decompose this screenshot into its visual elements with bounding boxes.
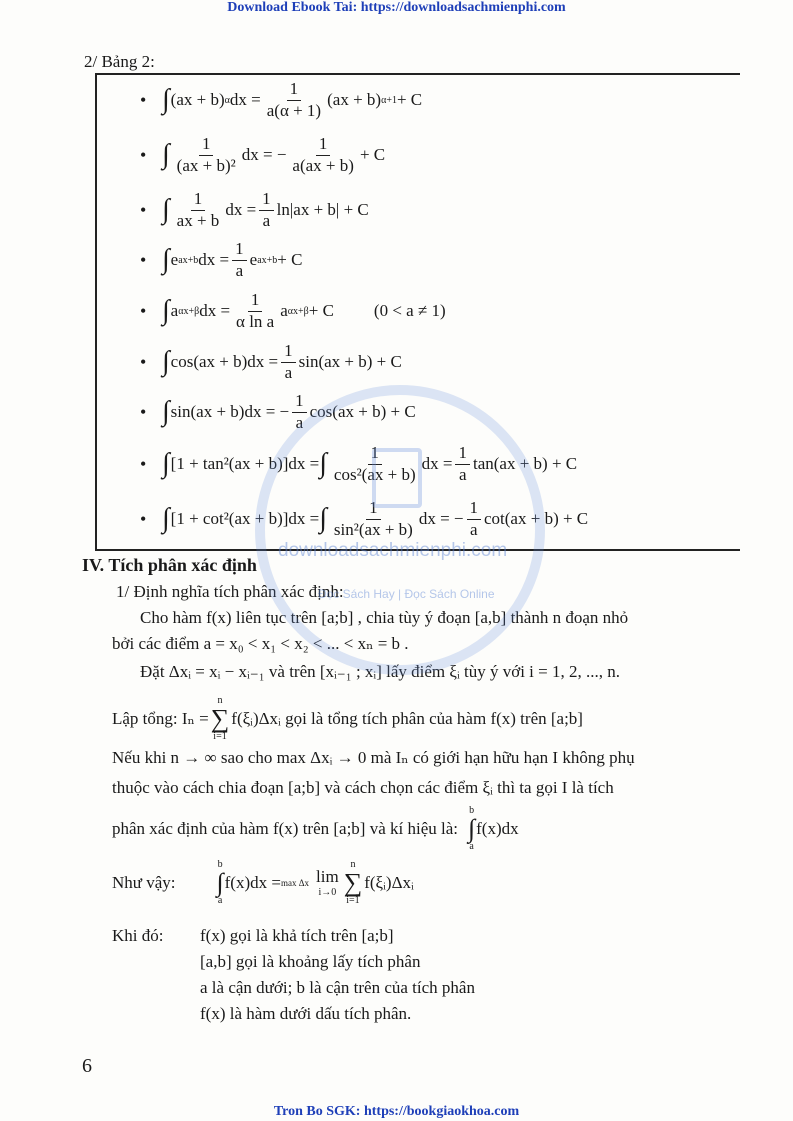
formula-3 [140, 188, 369, 232]
formula-2 [140, 133, 385, 177]
f2-tail: + C [359, 145, 386, 164]
definite-integral-sign [217, 860, 224, 906]
f9-tail: cot(ax + b) + C [484, 509, 589, 528]
f6-fraction [281, 341, 296, 383]
sum-bottom: i=1 [346, 895, 360, 906]
f1-den: a(α + 1) [266, 100, 322, 120]
bullet: • [140, 453, 147, 474]
definition-heading: 1/ Định nghĩa tích phân xác định: [116, 582, 344, 601]
f7-den: a [295, 412, 304, 432]
integral-upper: b [217, 859, 223, 870]
f7-fraction [292, 391, 307, 433]
lim-word: lim [316, 867, 339, 887]
f5-den: α ln a [236, 311, 275, 331]
f7-tail: cos(ax + b) + C [309, 402, 416, 421]
f8-tail: tan(ax + b) + C [472, 454, 578, 473]
bullet: • [140, 351, 147, 372]
f4-lhs: e [170, 250, 179, 269]
paragraph-1-line-1: Cho hàm f(x) liên tục trên [a;b] , chia tùy ý đoạn [a,b] thành n đoạn nhỏ [140, 608, 629, 627]
sigma-glyph: ∑ [343, 868, 363, 897]
nhu-vay-line [112, 860, 414, 906]
f8-num: 1 [368, 443, 383, 464]
nhu-vay-under: max Δx [280, 878, 310, 888]
bullet: • [140, 401, 147, 422]
f3-lnum: 1 [191, 189, 206, 210]
formula-4 [140, 238, 302, 282]
page-number: 6 [82, 1055, 92, 1077]
f9-den: sin²(ax + b) [333, 519, 413, 539]
formula-8 [140, 442, 577, 486]
f5-rhs: a [280, 301, 288, 320]
f8-den2: a [458, 464, 467, 484]
f1-num: 1 [287, 79, 302, 100]
f5-rhs-sup: αx+β [287, 305, 309, 317]
f8-mid: dx = [421, 454, 453, 473]
f9-mid: dx = − [418, 509, 464, 528]
f5-lhs-sup: αx+β [178, 305, 200, 317]
f6-lhs: cos(ax + b)dx = [170, 352, 279, 371]
paragraph-1-line-2: bởi các điểm a = x₀ < x₁ < x₂ < ... < xₙ = b . [112, 634, 409, 653]
khi-do-label: Khi đó: [112, 926, 164, 945]
khi-do-item-2: [a,b] gọi là khoảng lấy tích phân [200, 952, 421, 971]
f5-tail: + C [308, 301, 334, 320]
integral-sign: ∫ [162, 448, 170, 479]
khi-do-item-4: f(x) là hàm dưới dấu tích phân. [200, 1004, 412, 1023]
lim-sub: i→0 [318, 886, 337, 898]
integral-body: f(x)dx [476, 819, 519, 838]
section-label: 2/ Bảng 2: [84, 52, 155, 71]
f1-fraction [264, 79, 324, 121]
f2-lnum: 1 [199, 134, 214, 155]
f1-rhs: (ax + b) [327, 90, 382, 109]
f1-lhs: (ax + b) [170, 90, 225, 109]
integral-sign: ∫ [162, 139, 170, 170]
f2-mid: dx = − [241, 145, 287, 164]
paragraph-4-line-1: Nếu khi n → ∞ sao cho max Δxᵢ → 0 mà Iₙ có giới hạn hữu hạn I không phụ [112, 748, 635, 767]
bullet: • [140, 249, 147, 270]
f4-den: a [235, 260, 244, 280]
integral-sign: ∫ [319, 448, 327, 479]
f9-den2: a [469, 519, 478, 539]
formula-9 [140, 497, 588, 541]
f9-num2: 1 [467, 498, 482, 519]
f9-fraction-2 [467, 498, 482, 540]
formula-5 [140, 289, 446, 333]
header-link[interactable]: Download Ebook Tai: https://downloadsachmienphi.com [227, 0, 566, 15]
f4-mid: dx = [198, 250, 230, 269]
formula-7 [140, 390, 416, 434]
f6-num: 1 [281, 341, 296, 362]
f4-lhs-sup: ax+b [178, 254, 199, 266]
f2-lden: (ax + b)² [176, 155, 236, 175]
paragraph-3-lead: Lập tổng: Iₙ = [112, 709, 209, 728]
f5-mid: dx = [199, 301, 231, 320]
formula-1 [140, 78, 422, 122]
f2-num: 1 [316, 134, 331, 155]
limit [316, 868, 339, 898]
f3-tail: ln|ax + b| + C [276, 200, 369, 219]
sum-top: n [217, 695, 223, 706]
integral-sign: ∫ [162, 84, 170, 115]
sum-sign [211, 696, 230, 742]
f2-left-fraction [174, 134, 239, 176]
formula-6 [140, 340, 402, 384]
integral-glyph: ∫ [216, 868, 224, 897]
f9-num: 1 [366, 498, 381, 519]
bullet: • [140, 89, 147, 110]
sum-top: n [350, 859, 356, 870]
integral-glyph: ∫ [468, 814, 476, 843]
integral-lower: a [217, 895, 223, 906]
bullet: • [140, 300, 147, 321]
integral-sign: ∫ [162, 396, 170, 427]
f3-lden: ax + b [176, 210, 220, 230]
f7-lhs: sin(ax + b)dx = − [170, 402, 290, 421]
chapter-title: IV. Tích phân xác định [82, 555, 257, 575]
watermark-url: downloadsachmienphi.com [278, 540, 508, 561]
f4-num: 1 [232, 239, 247, 260]
f2-den: a(ax + b) [292, 155, 354, 175]
f4-tail: + C [277, 250, 303, 269]
f8-den: cos²(ax + b) [333, 464, 416, 484]
nhu-vay-label: Như vậy: [112, 873, 176, 892]
f8-fraction-2 [455, 443, 470, 485]
paragraph-4-line-3-text: phân xác định của hàm f(x) trên [a;b] và kí hiệu là: [112, 819, 459, 838]
integral-sign: ∫ [162, 503, 170, 534]
f7-num: 1 [292, 391, 307, 412]
bullet: • [140, 144, 147, 165]
f4-fraction [232, 239, 247, 281]
paragraph-4-line-3 [112, 806, 519, 852]
paragraph-3 [112, 696, 583, 742]
khi-do-item-3: a là cận dưới; b là cận trên của tích phân [200, 978, 475, 997]
f3-fraction [259, 189, 274, 231]
footer-link[interactable]: Tron Bo SGK: https://bookgiaokhoa.com [273, 1104, 520, 1119]
f3-mid: dx = [225, 200, 257, 219]
f5-num: 1 [248, 290, 263, 311]
integral-sign: ∫ [162, 295, 170, 326]
f8-num2: 1 [455, 443, 470, 464]
nhu-vay-tail: f(ξᵢ)Δxᵢ [364, 873, 414, 892]
f8-lhs: [1 + tan²(ax + b)]dx = [170, 454, 320, 473]
integral-sign: ∫ [319, 503, 327, 534]
paragraph-4-line-2: thuộc vào cách chia đoạn [a;b] và cách chọn các điểm ξᵢ thì ta gọi I là tích [112, 778, 614, 797]
paragraph-2: Đặt Δxᵢ = xᵢ − xᵢ₋₁ và trên [xᵢ₋₁ ; xᵢ] lấy điểm ξᵢ tùy ý với i = 1, 2, ..., n. [140, 662, 620, 681]
f4-rhs: e [249, 250, 258, 269]
f9-lhs: [1 + cot²(ax + b)]dx = [170, 509, 320, 528]
f1-rhs-sup: α+1 [381, 94, 397, 106]
integral-sign: ∫ [162, 244, 170, 275]
paragraph-3-tail: f(ξᵢ)Δxᵢ gọi là tổng tích phân của hàm f(x) trên [a;b] [231, 709, 583, 728]
f3-left-fraction [174, 189, 223, 231]
watermark-slogan: Đọc Sách Hay | Đọc Sách Online [318, 587, 495, 601]
khi-do-item-1: f(x) gọi là khả tích trên [a;b] [200, 926, 394, 945]
f1-tail: + C [396, 90, 423, 109]
integral-sign: ∫ [162, 194, 170, 225]
f5-fraction [233, 290, 277, 332]
f6-tail: sin(ax + b) + C [298, 352, 402, 371]
f1-lhs-sup: α [224, 94, 230, 106]
f1-lhs-end: dx = [229, 90, 261, 109]
bullet: • [140, 199, 147, 220]
integral-upper: b [469, 805, 475, 816]
f3-num: 1 [259, 189, 274, 210]
watermark-book-icon [372, 448, 422, 508]
sigma-glyph: ∑ [210, 704, 230, 733]
nhu-vay-body: f(x)dx = [224, 873, 281, 892]
f4-rhs-sup: ax+b [257, 254, 278, 266]
bullet: • [140, 508, 147, 529]
f5-lhs: a [170, 301, 179, 320]
definite-integral-sign [468, 806, 475, 852]
sum-bottom: i=1 [213, 731, 227, 742]
integral-sign: ∫ [162, 346, 170, 377]
f5-condition: (0 < a ≠ 1) [373, 301, 446, 320]
f3-den: a [262, 210, 271, 230]
sum-sign [344, 860, 363, 906]
f2-fraction [289, 134, 357, 176]
integral-lower: a [469, 841, 474, 852]
f6-den: a [284, 362, 293, 382]
